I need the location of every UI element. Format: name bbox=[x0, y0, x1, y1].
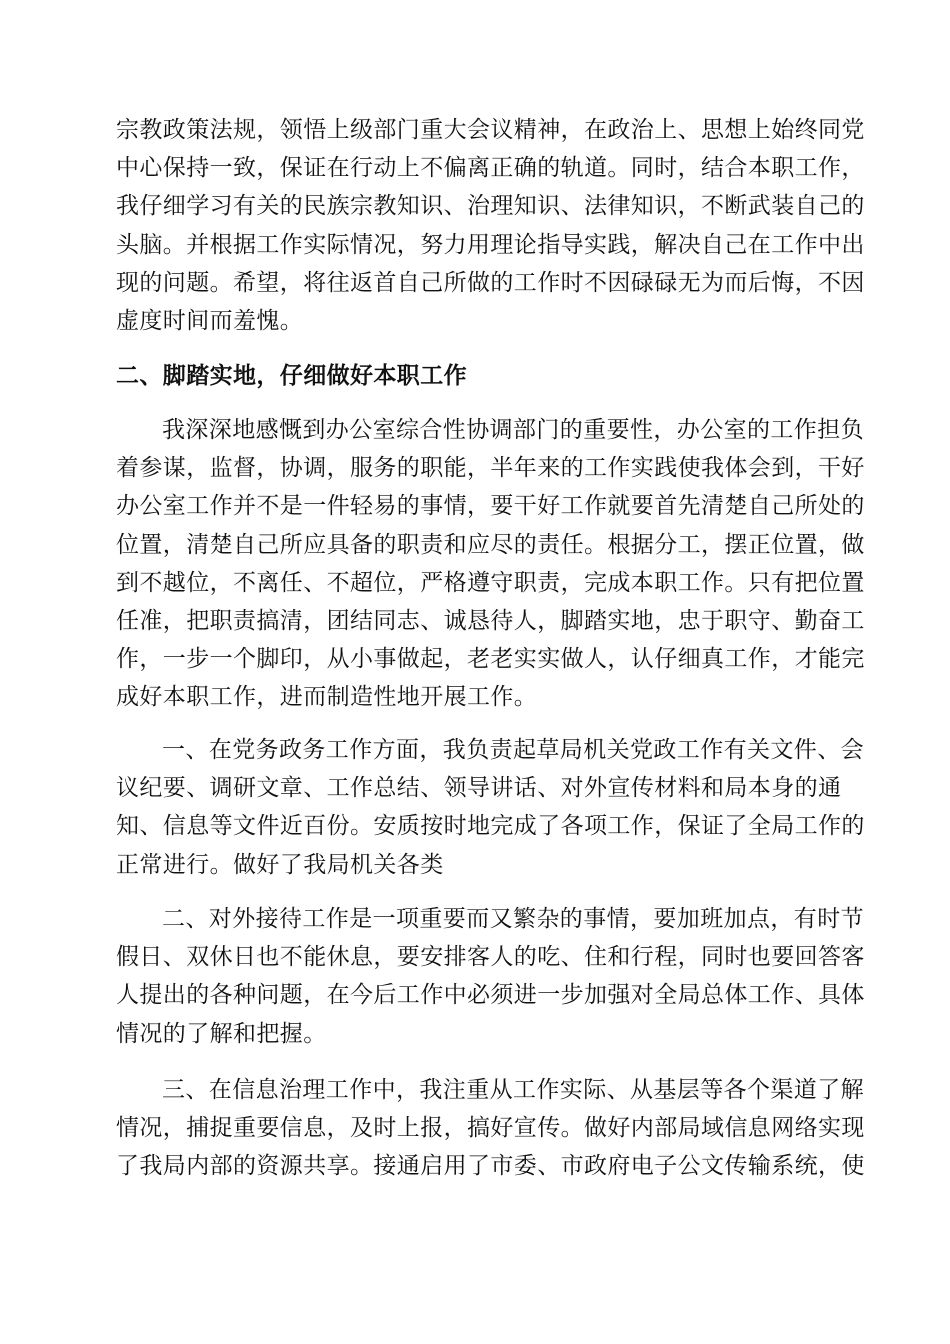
paragraph-5 bbox=[116, 1071, 865, 1186]
paragraph-2-line: 着参谋，监督，协调，服务的职能，半年来的工作实践使我体会到，干好 bbox=[116, 455, 865, 482]
paragraph-3 bbox=[116, 731, 865, 884]
paragraph-3-line: 知、信息等文件近百份。安质按时地完成了各项工作，保证了全局工作的 bbox=[116, 813, 865, 840]
paragraph-3-line: 一、在党务政务工作方面，我负责起草局机关党政工作有关文件、会 bbox=[162, 737, 864, 763]
paragraph-1-line: 我仔细学习有关的民族宗教知识、治理知识、法律知识，不断武装自己的 bbox=[116, 193, 865, 220]
paragraph-2-line: 我深深地感慨到办公室综合性协调部门的重要性，办公室的工作担负 bbox=[162, 417, 864, 443]
paragraph-1 bbox=[116, 111, 865, 340]
paragraph-3-line: 议纪要、调研文章、工作总结、领导讲话、对外宣传材料和局本身的通 bbox=[116, 775, 842, 802]
paragraph-4-line: 二、对外接待工作是一项重要而又繁杂的事情，要加班加点，有时节 bbox=[162, 906, 864, 932]
paragraph-5-line: 三、在信息治理工作中，我注重从工作实际、从基层等各个渠道了解 bbox=[162, 1077, 864, 1103]
paragraph-4-line: 人提出的各种问题，在今后工作中必须进一步加强对全局总体工作、具体 bbox=[116, 982, 865, 1009]
paragraph-4-line: 假日、双休日也不能休息，要安排客人的吃、住和行程，同时也要回答客 bbox=[116, 944, 865, 971]
paragraph-5-line: 了我局内部的资源共享。接通启用了市委、市政府电子公文传输系统，使 bbox=[116, 1153, 865, 1180]
paragraph-2-line: 办公室工作并不是一件轻易的事情，要干好工作就要首先清楚自己所处的 bbox=[116, 493, 865, 520]
paragraph-5-line: 情况，捕捉重要信息，及时上报，搞好宣传。做好内部局域信息网络实现 bbox=[116, 1115, 865, 1142]
section-heading: 二、脚踏实地，仔细做好本职工作 bbox=[116, 362, 467, 389]
paragraph-1-line: 中心保持一致，保证在行动上不偏离正确的轨道。同时，结合本职工作， bbox=[116, 155, 865, 182]
paragraph-2-line: 成好本职工作，进而制造性地开展工作。 bbox=[116, 684, 538, 711]
paragraph-3-line: 正常进行。做好了我局机关各类 bbox=[116, 851, 444, 878]
paragraph-2-line: 作，一步一个脚印，从小事做起，老老实实做人，认仔细真工作，才能完 bbox=[116, 646, 865, 673]
paragraph-1-line: 头脑。并根据工作实际情况，努力用理论指导实践，解决自己在工作中出 bbox=[116, 231, 865, 258]
paragraph-4-line: 情况的了解和把握。 bbox=[116, 1020, 327, 1047]
paragraph-2-line: 任准，把职责搞清，团结同志、诚恳待人，脚踏实地，忠于职守、勤奋工 bbox=[116, 607, 865, 634]
paragraph-4 bbox=[116, 900, 865, 1053]
paragraph-2-line: 位置，清楚自己所应具备的职责和应尽的责任。根据分工，摆正位置，做 bbox=[116, 531, 865, 558]
paragraph-2-line: 到不越位，不离任、不超位，严格遵守职责，完成本职工作。只有把位置 bbox=[116, 569, 865, 596]
paragraph-1-line: 宗教政策法规，领悟上级部门重大会议精神，在政治上、思想上始终同党 bbox=[116, 117, 865, 143]
paragraph-1-line: 虚度时间而羞愧。 bbox=[116, 307, 304, 334]
paragraph-2 bbox=[116, 411, 865, 717]
paragraph-1-line: 现的问题。希望，将往返首自己所做的工作时不因碌碌无为而后悔，不因 bbox=[116, 269, 865, 296]
